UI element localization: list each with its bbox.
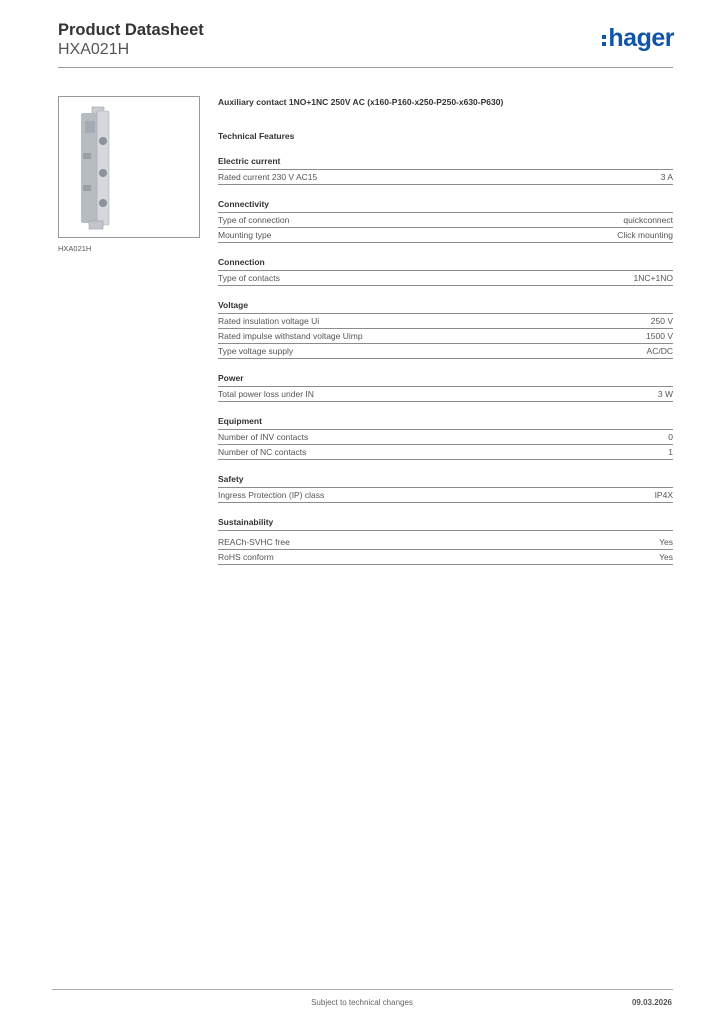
spec-label: Type voltage supply	[218, 346, 294, 356]
spec-label: Rated insulation voltage Ui	[218, 316, 320, 326]
section-electric-current	[218, 156, 673, 185]
footer-divider	[52, 989, 673, 990]
spec-row	[218, 430, 673, 445]
spec-value: 3 W	[657, 389, 673, 399]
spec-value: IP4X	[654, 490, 673, 500]
section-title: Voltage	[218, 300, 673, 314]
spec-value: 1NC+1NO	[633, 273, 673, 283]
section-title: Connectivity	[218, 199, 673, 213]
section-connection	[218, 257, 673, 286]
spec-value: 250 V	[650, 316, 673, 326]
section-title: Equipment	[218, 416, 673, 430]
page-subtitle: HXA021H	[58, 41, 130, 58]
section-power	[218, 373, 673, 402]
spec-label: Total power loss under IN	[218, 389, 314, 399]
spec-row	[218, 213, 673, 228]
spec-row	[218, 535, 673, 550]
spec-label: RoHS conform	[218, 552, 274, 562]
page-header	[58, 20, 674, 60]
section-title: Electric current	[218, 156, 673, 170]
logo-dots-icon	[602, 35, 606, 46]
spec-row	[218, 445, 673, 460]
spec-value: 3 A	[660, 172, 673, 182]
spec-row	[218, 170, 673, 185]
hager-logo	[602, 24, 674, 53]
spec-value: 0	[668, 432, 673, 442]
spec-row	[218, 314, 673, 329]
spec-label: Number of NC contacts	[218, 447, 307, 457]
spec-row	[218, 329, 673, 344]
spec-label: Type of contacts	[218, 273, 280, 283]
section-sustainability	[218, 517, 673, 565]
footer-note: Subject to technical changes	[311, 998, 413, 1007]
spec-row	[218, 344, 673, 359]
footer-date: 09.03.2026	[631, 998, 672, 1007]
spec-value: Yes	[659, 537, 673, 547]
section-title: Sustainability	[218, 517, 673, 531]
spec-label: Number of INV contacts	[218, 432, 309, 442]
logo-text: hager	[608, 24, 674, 52]
section-connectivity	[218, 199, 673, 243]
spec-row	[218, 488, 673, 503]
spec-value: AC/DC	[646, 346, 673, 356]
spec-label: Rated impulse withstand voltage Uimp	[218, 331, 363, 341]
product-image	[58, 96, 200, 238]
spec-value: Click mounting	[617, 230, 673, 240]
spec-label: Type of connection	[218, 215, 290, 225]
spec-label: Ingress Protection (IP) class	[218, 490, 325, 500]
spec-label: REACh-SVHC free	[218, 537, 290, 547]
section-title: Safety	[218, 474, 673, 488]
auxiliary-contact-image	[59, 97, 199, 237]
section-equipment	[218, 416, 673, 460]
spec-row	[218, 387, 673, 402]
section-safety	[218, 474, 673, 503]
spec-label: Mounting type	[218, 230, 272, 240]
features-heading: Technical Features	[218, 131, 295, 141]
spec-row	[218, 271, 673, 286]
page-title: Product Datasheet	[58, 21, 204, 39]
spec-value: Yes	[659, 552, 673, 562]
image-caption: HXA021H	[58, 244, 92, 253]
section-voltage	[218, 300, 673, 359]
spec-row	[218, 550, 673, 565]
spec-content	[218, 96, 673, 565]
section-title: Power	[218, 373, 673, 387]
spec-row	[218, 228, 673, 243]
spec-label: Rated current 230 V AC15	[218, 172, 318, 182]
spec-value: 1	[668, 447, 673, 457]
spec-value: quickconnect	[623, 215, 673, 225]
product-title: Auxiliary contact 1NO+1NC 250V AC (x160-P160-x250-P250-x630-P630)	[218, 97, 504, 107]
header-divider	[58, 67, 673, 68]
spec-value: 1500 V	[646, 331, 673, 341]
section-title: Connection	[218, 257, 673, 271]
